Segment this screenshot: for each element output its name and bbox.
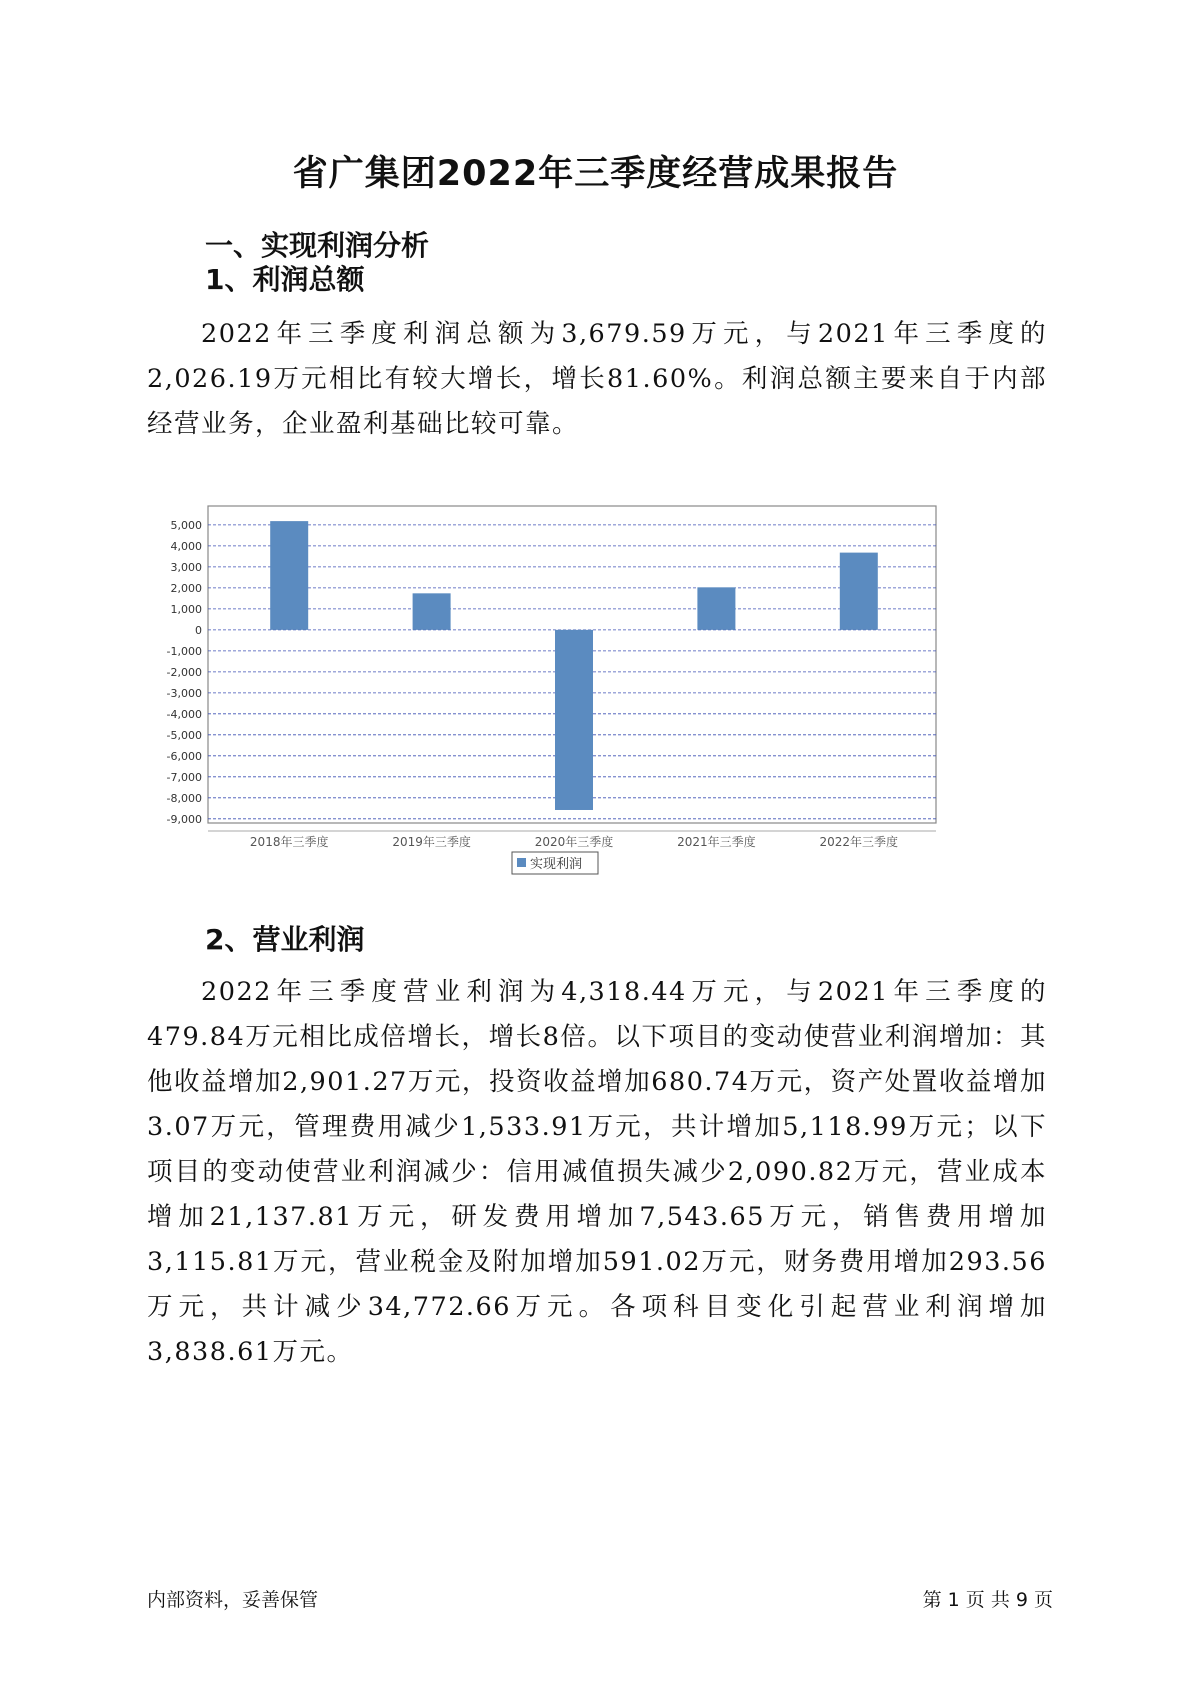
bar-4	[697, 587, 735, 630]
y-tick-label: -7,000	[166, 770, 202, 784]
paragraph-total-profit: 2022年三季度利润总额为3,679.59万元，与2021年三季度的2,026.19万元相比有较大增长，增长81.60%。利润总额主要来自于内部经营业务，企业盈利基础比较可靠。	[147, 319, 1047, 439]
bar-2	[413, 593, 451, 630]
y-tick-label: -6,000	[166, 749, 202, 763]
y-tick-label: -3,000	[166, 686, 202, 700]
y-tick-label: 0	[195, 623, 202, 637]
legend-swatch	[517, 858, 526, 867]
y-tick-label: -1,000	[166, 644, 202, 658]
x-tick-label: 2021年三季度	[677, 835, 756, 849]
footer-page-number: 第 1 页 共 9 页	[922, 1589, 1053, 1611]
section-heading-profit-analysis: 一、实现利润分析	[205, 229, 430, 262]
y-tick-label: 5,000	[170, 518, 202, 532]
chart-svg	[150, 500, 1030, 960]
bar-3	[555, 630, 593, 810]
y-tick-label: 4,000	[170, 539, 202, 553]
y-tick-label: -4,000	[166, 707, 202, 721]
legend-label: 实现利润	[530, 857, 583, 872]
x-tick-label: 2022年三季度	[819, 835, 899, 849]
y-tick-label: 3,000	[170, 560, 202, 574]
profit-chart	[150, 500, 1030, 960]
x-tick-label: 2019年三季度	[392, 835, 471, 849]
subheading-operating-profit: 2、营业利润	[205, 923, 365, 956]
x-tick-label: 2020年三季度	[534, 835, 614, 849]
y-tick-label: -9,000	[166, 812, 202, 826]
page-title: 省广集团2022年三季度经营成果报告	[292, 154, 899, 194]
y-tick-label: -8,000	[166, 791, 202, 805]
paragraph-operating-profit: 2022年三季度营业利润为4,318.44万元，与2021年三季度的479.84万元相比成倍增长，增长8倍。以下项目的变动使营业利润增加：其他收益增加2,901.27万元，投资收益增加680.74万元，资产处置收益增加3.07万元，管理费用减少1,533.91万元，共计增加5,118.99万元；以下项目的变动使营业利润减少：信用减值损失减少2,090.82万元，营业成本增加21,137.81万元，研发费用增加7,543.65万元，销售费用增加3,115.81万元，营业税金及附加增加591.02万元，财务费用增加293.56万元，共计减少34,772.66万元。各项科目变化引起营业利润增加3,838.61万元。	[147, 977, 1047, 1367]
x-tick-label: 2018年三季度	[249, 835, 329, 849]
subheading-total-profit: 1、利润总额	[205, 263, 365, 296]
y-tick-label: 1,000	[170, 602, 202, 616]
footer-confidential-note: 内部资料，妥善保管	[147, 1589, 319, 1611]
bar-1	[270, 521, 308, 630]
y-tick-label: -2,000	[166, 665, 202, 679]
y-tick-label: -5,000	[166, 728, 202, 742]
bar-5	[840, 553, 878, 630]
y-tick-label: 2,000	[170, 581, 202, 595]
